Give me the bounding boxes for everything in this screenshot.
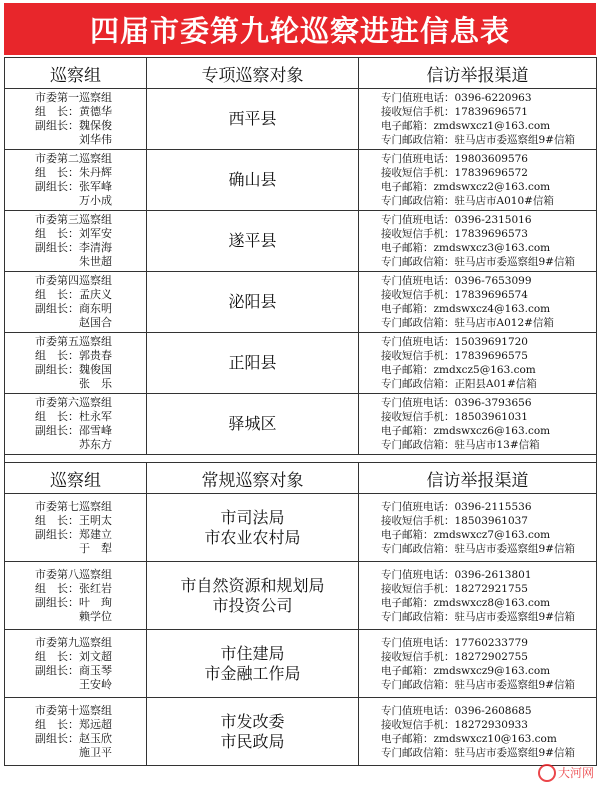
- group-member-line: 副组长：商东明: [35, 302, 112, 315]
- group-member-line: 赵国合: [35, 316, 112, 329]
- contact-line: 接收短信手机：18503961031: [381, 411, 528, 423]
- contact-line: 专门值班电话：0396-7653099: [381, 275, 532, 287]
- group-member-line: 组 长：黄德华: [35, 105, 112, 118]
- contact-line: 专门值班电话：15039691720: [381, 336, 528, 348]
- contact-line: 专门值班电话：0396-2115536: [381, 500, 532, 513]
- group-member-line: 市委第一巡察组: [35, 91, 112, 104]
- group-member-line: 市委第九巡察组: [35, 635, 112, 649]
- inspection-target-cell: [147, 394, 359, 455]
- contact-line: 接收短信手机：18272902755: [381, 650, 528, 663]
- contact-line: 电子邮箱：zmdswxcz10@163.com: [381, 732, 557, 745]
- inspection-target-cell: [147, 630, 359, 698]
- contact-line: 专门邮政信箱：驻马店市13#信箱: [381, 439, 540, 451]
- group-member-line: 市委第五巡察组: [35, 335, 112, 348]
- target-name: 西平县: [228, 109, 277, 128]
- group-member-line: 组 长：杜永军: [35, 410, 112, 423]
- group-member-line: 组 长：刘军安: [35, 227, 112, 240]
- contact-line: 专门邮政信箱：驻马店市委巡察组9#信箱: [381, 134, 575, 146]
- contact-line: 接收短信手机：18272921755: [381, 582, 528, 595]
- inspection-group-cell: [5, 698, 147, 766]
- target-name: 驿城区: [228, 414, 277, 433]
- target-name: 正阳县: [228, 353, 277, 372]
- contact-line: 专门邮政信箱：驻马店市委巡察组9#信箱: [381, 678, 575, 691]
- header-channel: 信访举报渠道: [359, 58, 597, 89]
- group-member-line: 市委第六巡察组: [35, 396, 112, 409]
- contact-line: 专门值班电话：0396-2613801: [381, 568, 532, 581]
- report-channel-cell: [359, 150, 597, 211]
- report-channel-cell: [359, 333, 597, 394]
- contact-line: 电子邮箱：zmdxcz5@163.com: [381, 364, 536, 376]
- inspection-group-cell: [5, 150, 147, 211]
- watermark-text: 大河网: [557, 765, 594, 780]
- group-member-line: 组 长：孟庆义: [35, 288, 112, 301]
- contact-line: 专门邮政信箱：驻马店市A012#信箱: [381, 317, 554, 329]
- contact-line: 接收短信手机：17839696574: [381, 289, 528, 301]
- inspection-target-cell: [147, 150, 359, 211]
- target-name: 市金融工作局: [204, 663, 301, 683]
- report-channel-cell: [359, 630, 597, 698]
- target-name: 泌阳县: [228, 292, 277, 311]
- group-member-line: 市委第三巡察组: [35, 213, 112, 226]
- target-name: 市民政局: [220, 731, 285, 751]
- contact-line: 接收短信手机：18272930933: [381, 718, 528, 731]
- group-member-line: 朱世超: [35, 255, 112, 268]
- contact-line: 接收短信手机：18503961037: [381, 514, 528, 527]
- target-name: 市司法局: [220, 507, 285, 527]
- group-member-line: 副组长：魏保俊: [35, 119, 112, 132]
- table-row: [5, 150, 597, 211]
- contact-line: 接收短信手机：17839696575: [381, 350, 528, 362]
- watermark: [538, 764, 594, 783]
- contact-line: 电子邮箱：zmdswxcz9@163.com: [381, 664, 551, 677]
- inspection-group-cell: [5, 562, 147, 630]
- table-row: [5, 698, 597, 766]
- inspection-group-cell: [5, 630, 147, 698]
- inspection-target-cell: [147, 333, 359, 394]
- group-member-line: 组 长：王明太: [35, 513, 112, 527]
- contact-line: 专门邮政信箱：驻马店市委巡察组9#信箱: [381, 256, 575, 268]
- contact-line: 专门值班电话：19803609576: [381, 153, 528, 165]
- group-member-line: 赖学位: [35, 609, 112, 623]
- contact-line: 电子邮箱：zmdswxcz2@163.com: [381, 181, 551, 193]
- contact-line: 专门值班电话：0396-3793656: [381, 397, 532, 409]
- contact-line: 电子邮箱：zmdswxcz4@163.com: [381, 303, 551, 315]
- group-member-line: 副组长：赵玉欣: [35, 731, 112, 745]
- contact-line: 专门值班电话：17760233779: [381, 636, 528, 649]
- table-header-special: [5, 58, 597, 89]
- header-target: 常规巡察对象: [147, 463, 359, 494]
- watermark-logo-icon: [538, 764, 556, 782]
- group-member-line: 王安岭: [35, 677, 112, 691]
- contact-line: 电子邮箱：zmdswxcz3@163.com: [381, 242, 551, 254]
- page-title: 四届市委第九轮巡察进驻信息表: [89, 13, 510, 48]
- table-row: [5, 211, 597, 272]
- contact-line: 电子邮箱：zmdswxcz8@163.com: [381, 596, 551, 609]
- inspection-group-cell: [5, 333, 147, 394]
- table-header-regular: [5, 463, 597, 494]
- inspection-target-cell: [147, 698, 359, 766]
- inspection-group-cell: [5, 494, 147, 562]
- table-row: [5, 89, 597, 150]
- report-channel-cell: [359, 698, 597, 766]
- group-member-line: 组 长：刘文超: [35, 649, 112, 663]
- group-member-line: 苏东方: [35, 438, 112, 451]
- title-banner: [4, 3, 596, 55]
- group-member-line: 副组长：商玉琴: [35, 663, 112, 677]
- report-channel-cell: [359, 272, 597, 333]
- contact-line: 接收短信手机：17839696572: [381, 167, 528, 179]
- table-row: [5, 562, 597, 630]
- group-member-line: 副组长：李清海: [35, 241, 112, 254]
- header-group: 巡察组: [5, 463, 147, 494]
- group-member-line: 组 长：朱丹辉: [35, 166, 112, 179]
- group-member-line: 组 长：郭贵春: [35, 349, 112, 362]
- contact-line: 专门邮政信箱：驻马店市委巡察组9#信箱: [381, 746, 575, 759]
- group-member-line: 于 犁: [35, 541, 112, 555]
- inspection-target-cell: [147, 89, 359, 150]
- inspection-group-cell: [5, 272, 147, 333]
- inspection-target-cell: [147, 272, 359, 333]
- inspection-target-cell: [147, 562, 359, 630]
- target-name: 市住建局: [220, 643, 285, 663]
- contact-line: 专门值班电话：0396-2608685: [381, 704, 532, 717]
- group-member-line: 副组长：魏俊国: [35, 363, 112, 376]
- group-member-line: 副组长：郑建立: [35, 527, 112, 541]
- group-member-line: 市委第十巡察组: [35, 703, 112, 717]
- group-member-line: 副组长：张军峰: [35, 180, 112, 193]
- group-member-line: 市委第七巡察组: [35, 499, 112, 513]
- contact-line: 专门值班电话：0396-6220963: [381, 92, 532, 104]
- group-member-line: 刘华伟: [35, 133, 112, 146]
- group-member-line: 施卫平: [35, 745, 112, 759]
- info-table: [4, 57, 597, 766]
- header-channel: 信访举报渠道: [359, 463, 597, 494]
- section-gap-cell: [5, 455, 597, 463]
- contact-line: 接收短信手机：17839696571: [381, 106, 528, 118]
- report-channel-cell: [359, 211, 597, 272]
- group-member-line: 组 长：张红岩: [35, 581, 112, 595]
- target-name: 市投资公司: [212, 595, 293, 615]
- group-member-line: 万小成: [35, 194, 112, 207]
- contact-line: 专门邮政信箱：正阳县A01#信箱: [381, 378, 537, 390]
- table-row: [5, 494, 597, 562]
- group-member-line: 副组长：邵雪峰: [35, 424, 112, 437]
- inspection-group-cell: [5, 394, 147, 455]
- group-member-line: 市委第八巡察组: [35, 567, 112, 581]
- contact-line: 电子邮箱：zmdswxcz7@163.com: [381, 528, 551, 541]
- report-channel-cell: [359, 394, 597, 455]
- report-channel-cell: [359, 89, 597, 150]
- contact-line: 专门值班电话：0396-2315016: [381, 214, 532, 226]
- contact-line: 接收短信手机：17839696573: [381, 228, 528, 240]
- report-channel-cell: [359, 494, 597, 562]
- inspection-group-cell: [5, 211, 147, 272]
- contact-line: 专门邮政信箱：驻马店市A010#信箱: [381, 195, 554, 207]
- contact-line: 专门邮政信箱：驻马店市委巡察组9#信箱: [381, 610, 575, 623]
- table-row: [5, 394, 597, 455]
- table-row: [5, 333, 597, 394]
- target-name: 市农业农村局: [204, 527, 301, 547]
- group-member-line: 张 乐: [35, 377, 112, 390]
- target-name: 市自然资源和规划局: [180, 575, 325, 595]
- inspection-group-cell: [5, 89, 147, 150]
- group-member-line: 市委第二巡察组: [35, 152, 112, 165]
- target-name: 确山县: [228, 170, 277, 189]
- target-name: 遂平县: [228, 231, 277, 250]
- header-target: 专项巡察对象: [147, 58, 359, 89]
- section-gap: [5, 455, 597, 463]
- group-member-line: 组 长：郑远超: [35, 717, 112, 731]
- group-member-line: 副组长：叶 珣: [35, 595, 112, 609]
- group-member-line: 市委第四巡察组: [35, 274, 112, 287]
- inspection-target-cell: [147, 211, 359, 272]
- table-row: [5, 272, 597, 333]
- report-channel-cell: [359, 562, 597, 630]
- contact-line: 电子邮箱：zmdswxcz1@163.com: [381, 120, 551, 132]
- contact-line: 专门邮政信箱：驻马店市委巡察组9#信箱: [381, 542, 575, 555]
- inspection-target-cell: [147, 494, 359, 562]
- target-name: 市发改委: [220, 711, 285, 731]
- contact-line: 电子邮箱：zmdswxcz6@163.com: [381, 425, 551, 437]
- header-group: 巡察组: [5, 58, 147, 89]
- table-row: [5, 630, 597, 698]
